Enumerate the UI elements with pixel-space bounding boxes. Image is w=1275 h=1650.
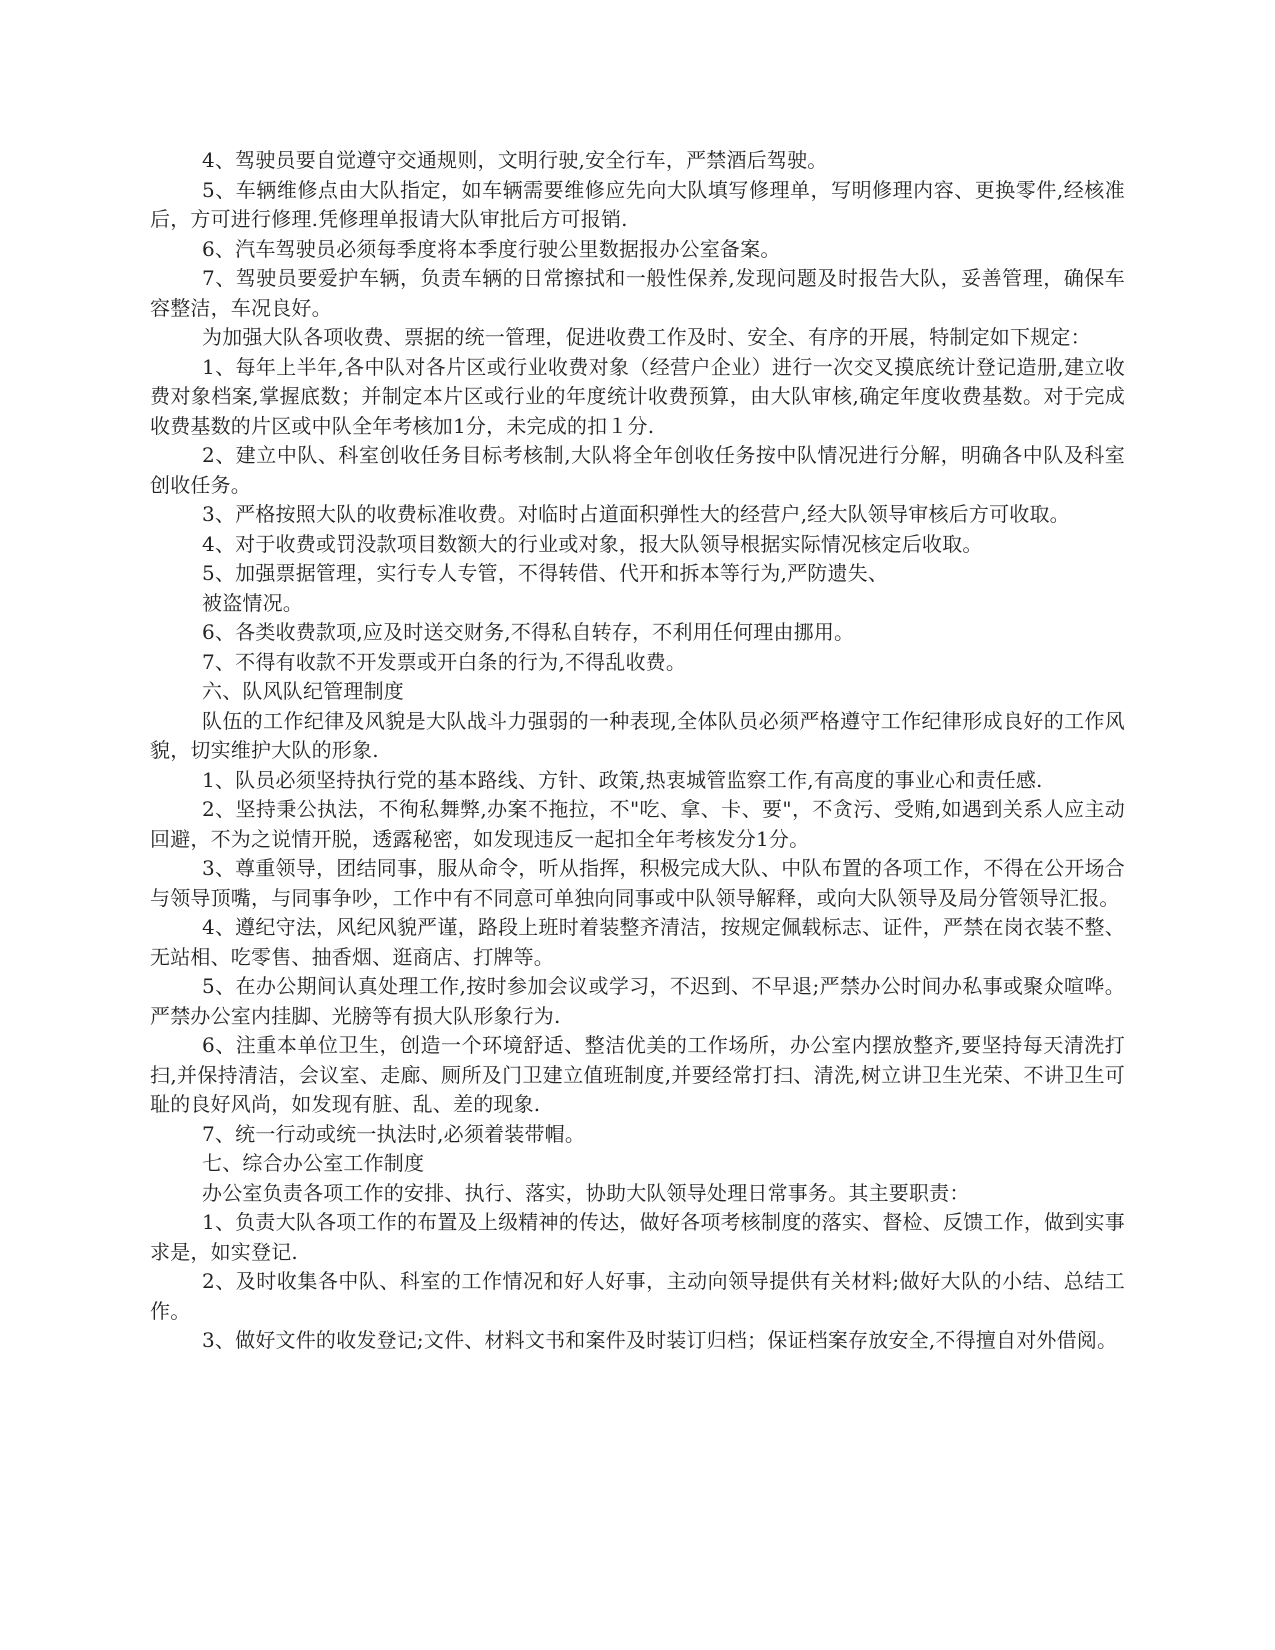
paragraph: 6、注重本单位卫生，创造一个环境舒适、整洁优美的工作场所，办公室内摆放整齐,要坚持每天清洗打扫,并保持清洁，会议室、走廊、厕所及门卫建立值班制度,并要经常打扫、清洗,树立讲卫生光荣、不讲卫生可耻的良好风尚，如发现有脏、乱、差的现象. xyxy=(150,1033,1125,1116)
paragraph: 1、负责大队各项工作的布置及上级精神的传达，做好各项考核制度的落实、督检、反馈工作，做到实事求是，如实登记. xyxy=(150,1210,1125,1264)
paragraph: 4、驾驶员要自觉遵守交通规则，文明行驶,安全行车，严禁酒后驾驶。 xyxy=(202,148,828,172)
section-heading: 六、队风队纪管理制度 xyxy=(202,679,404,703)
paragraph: 1、队员必须坚持执行党的基本路线、方针、政策,热衷城管监察工作,有高度的事业心和责任感. xyxy=(202,767,1043,792)
paragraph: 6、汽车驾驶员必须每季度将本季度行驶公里数据报办公室备案。 xyxy=(202,236,781,261)
paragraph: 4、遵纪守法，风纪风貌严谨，路段上班时着装整齐清洁，按规定佩载标志、证件，严禁在岗衣装不整、无站相、吃零售、抽香烟、逛商店、打牌等。 xyxy=(150,915,1125,969)
section-heading: 七、综合办公室工作制度 xyxy=(202,1151,425,1175)
document-body xyxy=(150,146,1125,1356)
paragraph: 4、对于收费或罚没款项目数额大的行业或对象，报大队领导根据实际情况核定后收取。 xyxy=(202,531,983,556)
paragraph: 7、驾驶员要爱护车辆，负责车辆的日常擦拭和一般性保养,发现问题及时报告大队，妥善管理，确保车容整洁，车况良好。 xyxy=(150,266,1125,320)
paragraph: 7、不得有收款不开发票或开白条的行为,不得乱收费。 xyxy=(202,649,687,674)
paragraph: 3、做好文件的收发登记;文件、材料文书和案件及时装订归档；保证档案存放安全,不得擅自对外借阅。 xyxy=(202,1328,1118,1352)
paragraph: 7、统一行动或统一执法时,必须着装带帽。 xyxy=(202,1121,586,1146)
paragraph: 被盗情况。 xyxy=(202,590,303,615)
paragraph: 队伍的工作纪律及风貌是大队战斗力强弱的一种表现,全体队员必须严格遵守工作纪律形成良好的工作风貌，切实维护大队的形象. xyxy=(150,708,1125,762)
paragraph: 3、尊重领导，团结同事，服从命令，听从指挥，积极完成大队、中队布置的各项工作，不得在公开场合与领导顶嘴，与同事争吵，工作中有不同意可单独向同事或中队领导解释，或向大队领导及局分管领导汇报。 xyxy=(150,856,1125,910)
paragraph: 6、各类收费款项,应及时送交财务,不得私自转存，不利用任何理由挪用。 xyxy=(202,620,855,644)
paragraph: 2、坚持秉公执法，不徇私舞弊,办案不拖拉，不"吃、拿、卡、要"，不贪污、受贿,如遇到关系人应主动回避，不为之说情开脱，透露秘密，如发现违反一起扣全年考核发分1分。 xyxy=(150,797,1125,851)
paragraph: 3、严格按照大队的收费标准收费。对临时占道面积弹性大的经营户,经大队领导审核后方可收取。 xyxy=(202,502,1070,526)
paragraph: 办公室负责各项工作的安排、执行、落实，协助大队领导处理日常事务。其主要职责： xyxy=(202,1180,970,1205)
paragraph: 5、在办公期间认真处理工作,按时参加会议或学习，不迟到、不早退;严禁办公时间办私事或聚众喧哗。严禁办公室内挂脚、光膀等有损大队形象行为. xyxy=(150,974,1125,1028)
paragraph: 2、建立中队、科室创收任务目标考核制,大队将全年创收任务按中队情况进行分解，明确各中队及科室创收任务。 xyxy=(150,443,1125,497)
paragraph: 2、及时收集各中队、科室的工作情况和好人好事，主动向领导提供有关材料;做好大队的小结、总结工作。 xyxy=(150,1269,1125,1323)
paragraph: 1、每年上半年,各中队对各片区或行业收费对象（经营户企业）进行一次交叉摸底统计登记造册,建立收费对象档案,掌握底数；并制定本片区或行业的年度统计收费预算，由大队审核,确定年度收费基数。对于完成收费基数的片区或中队全年考核加1分，未完成的扣１分. xyxy=(150,354,1125,438)
paragraph: 5、加强票据管理，实行专人专管，不得转借、代开和拆本等行为,严防遗失、 xyxy=(202,561,889,585)
paragraph: 5、车辆维修点由大队指定，如车辆需要维修应先向大队填写修理单，写明修理内容、更换零件,经核准后，方可进行修理.凭修理单报请大队审批后方可报销. xyxy=(150,177,1125,231)
paragraph: 为加强大队各项收费、票据的统一管理，促进收费工作及时、安全、有序的开展，特制定如下规定： xyxy=(202,325,1091,349)
